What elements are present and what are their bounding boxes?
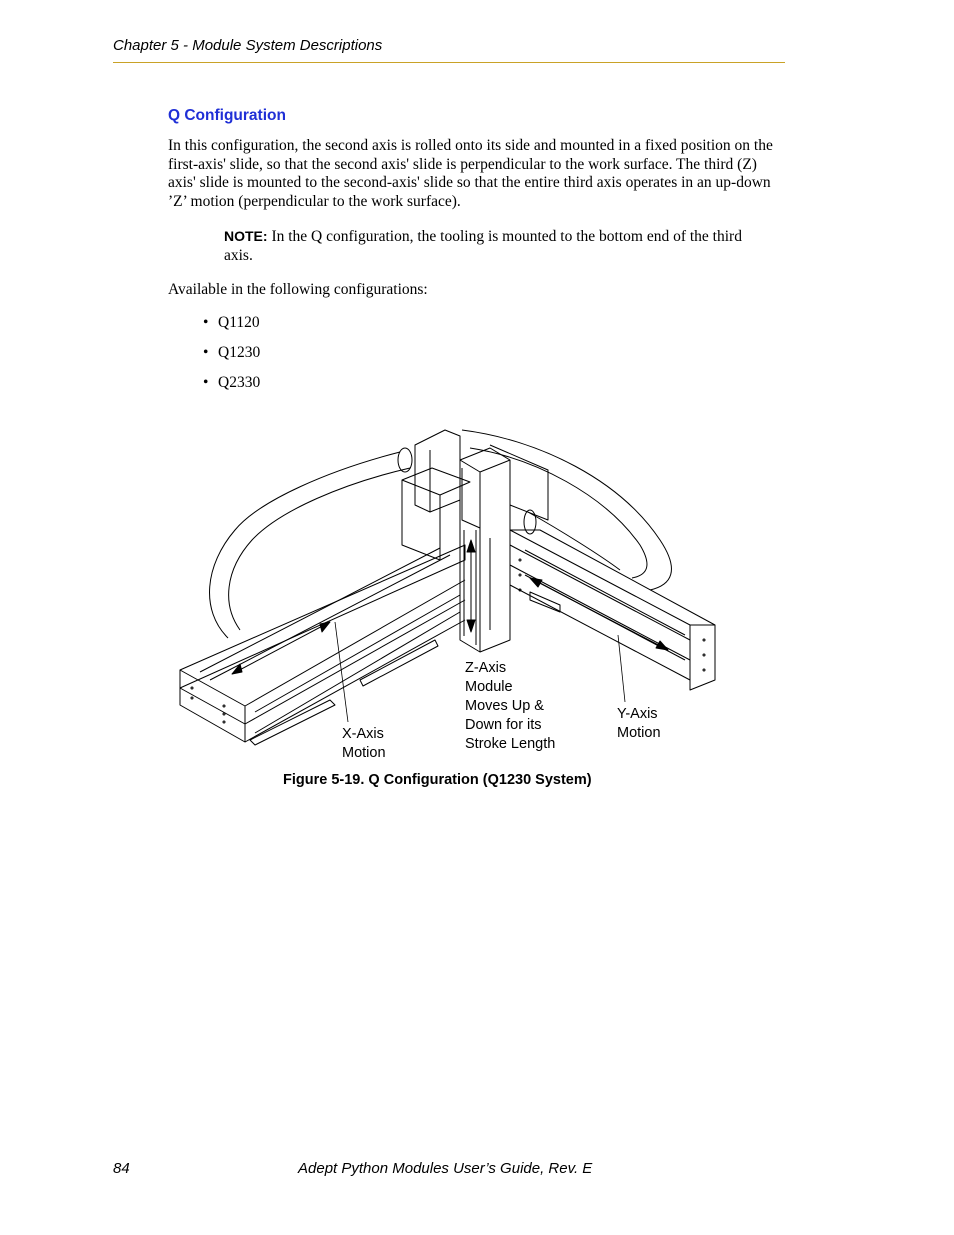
- intro-paragraph: In this configuration, the second axis is rolled onto its side and mounted in a fixed position on the first-axis' slide, so that the second axis' slide is perpendicular to the work surface. The third (Z) axis' slide is mounted to the second-axis' slide so that the entire third axis operates in an up-down ’Z’ motion (perpendicular to the work surface).: [168, 137, 773, 211]
- figure-caption: Figure 5-19. Q Configuration (Q1230 System): [283, 772, 592, 788]
- note-block: [224, 227, 744, 265]
- list-item: • Q1230: [203, 344, 261, 361]
- list-item: • Q2330: [203, 374, 261, 391]
- note-text: In the Q configuration, the tooling is mounted to the bottom end of the third axis.: [224, 228, 742, 264]
- x-axis-motion-label: X-Axis Motion: [342, 726, 386, 761]
- configuration-list: [203, 314, 260, 404]
- y-axis-motion-label: Y-Axis Motion: [617, 706, 661, 741]
- z-axis-module-label: Z-Axis Module Moves Up & Down for its Stroke Length: [465, 660, 556, 752]
- x-axis-module: [180, 545, 465, 745]
- cable-tube-right: [462, 430, 671, 590]
- bullet-icon: •: [203, 374, 209, 391]
- vertical-carriage: [402, 430, 548, 560]
- bullet-icon: •: [203, 314, 209, 331]
- section-title: Q Configuration: [168, 107, 286, 124]
- bullet-icon: •: [203, 344, 209, 361]
- list-item: • Q1120: [203, 314, 260, 331]
- running-head: Chapter 5 - Module System Descriptions: [113, 37, 383, 54]
- note-label: NOTE:: [224, 228, 268, 244]
- page-number: 84: [113, 1160, 130, 1177]
- footer-doc-title: Adept Python Modules User’s Guide, Rev. E: [298, 1160, 593, 1177]
- header-rule: [113, 62, 785, 63]
- cable-tube-left: [210, 452, 400, 638]
- available-paragraph: Available in the following configurations:: [168, 281, 428, 298]
